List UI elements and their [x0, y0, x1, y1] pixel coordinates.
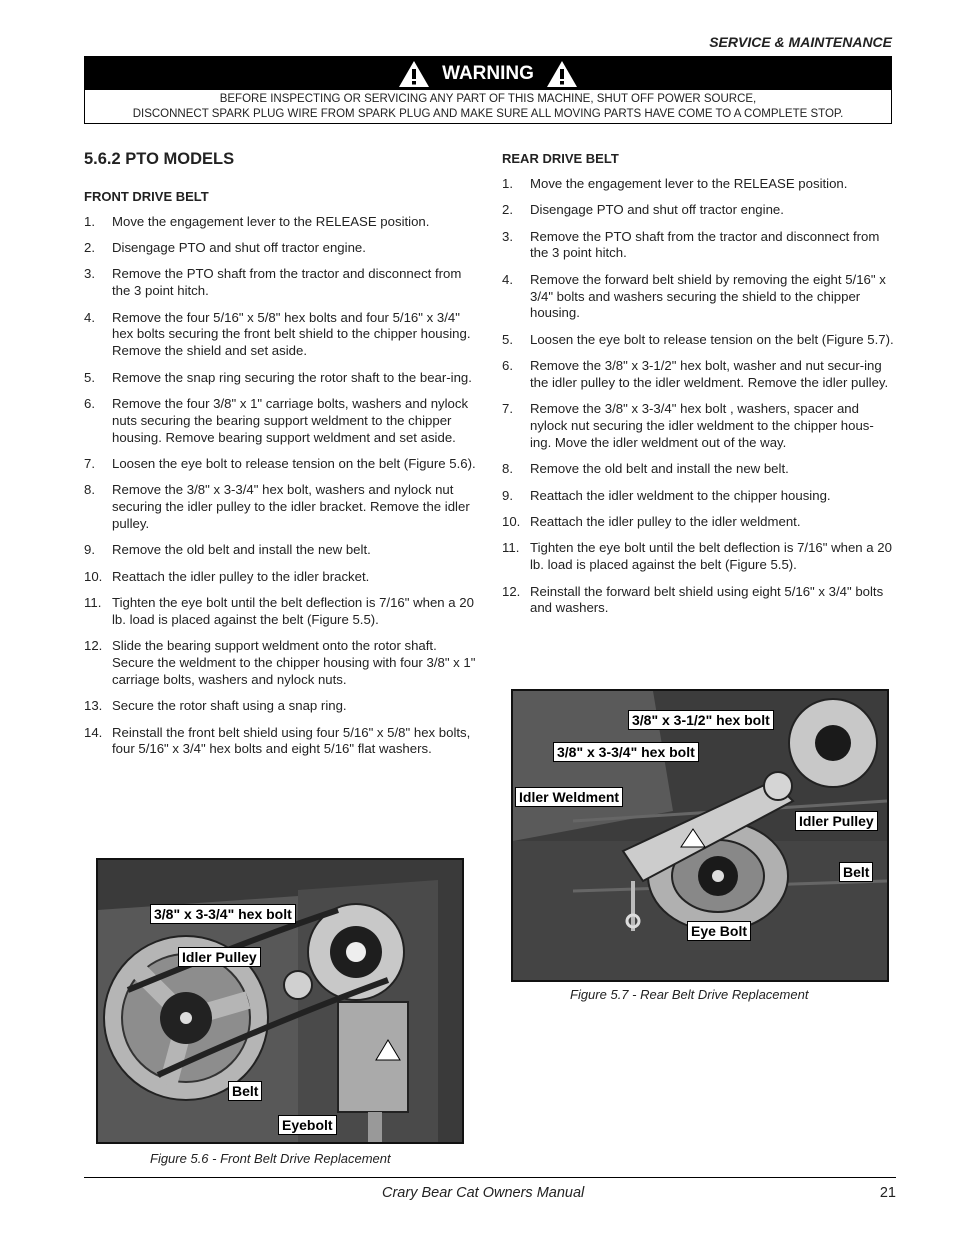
section-title: 5.6.2 PTO MODELS — [84, 150, 235, 168]
callout-eyebolt: Eyebolt — [278, 1115, 337, 1135]
step-number: 5. — [502, 331, 513, 347]
callout-hex-bolt-3-3-4: 3/8" x 3-3/4" hex bolt — [553, 742, 699, 762]
step-text: Remove the 3/8" x 3-3/4" hex bolt, washers and nylock nut securing the idler pulley to the idler bracket. Remove the idler pulley. — [112, 482, 470, 531]
figure-5-6-caption: Figure 5.6 - Front Belt Drive Replacement — [150, 1151, 391, 1166]
callout-idler-pulley: Idler Pulley — [795, 811, 878, 831]
step-number: 13. — [84, 698, 103, 714]
step-number: 10. — [84, 568, 103, 584]
step-number: 3. — [84, 266, 95, 282]
step-item — [84, 482, 476, 532]
step-number: 12. — [84, 638, 103, 654]
warning-text — [85, 90, 891, 122]
step-text: Reinstall the forward belt shield using eight 5/16" x 3/4" bolts and washers. — [530, 583, 884, 616]
step-number: 7. — [502, 401, 513, 417]
step-text: Secure the rotor shaft using a snap ring. — [112, 698, 347, 714]
step-text: Remove the old belt and install the new belt. — [112, 542, 371, 558]
step-number: 1. — [502, 175, 513, 191]
step-item — [84, 456, 476, 473]
step-text: Disengage PTO and shut off tractor engine. — [112, 239, 366, 255]
step-item — [84, 725, 476, 759]
step-text: Remove the four 5/16" x 5/8" hex bolts and four 5/16" x 3/4" hex bolts securing the front belt shield to the chipper housing. Remove the shield and set aside. — [112, 309, 471, 359]
step-text: Reattach the idler pulley to the idler bracket. — [112, 568, 370, 584]
step-number: 4. — [502, 271, 513, 287]
step-text: Disengage PTO and shut off tractor engine. — [530, 202, 784, 218]
page-number: 21 — [879, 1185, 896, 1201]
warning-triangle-icon — [546, 60, 578, 88]
step-item — [502, 202, 894, 219]
step-item — [502, 272, 894, 322]
callout-idler-pulley: Idler Pulley — [178, 947, 261, 967]
step-number: 4. — [84, 309, 95, 325]
step-text: Remove the PTO shaft from the tractor and disconnect from the 3 point hitch. — [112, 266, 462, 299]
step-number: 2. — [84, 239, 95, 255]
step-text: Loosen the eye bolt to release tension on the belt (Figure 5.6). — [112, 455, 476, 471]
warning-bar — [85, 57, 891, 90]
step-item — [84, 370, 476, 387]
left-column — [84, 151, 476, 768]
step-number: 11. — [84, 595, 102, 611]
step-item — [84, 310, 476, 360]
step-number: 14. — [84, 724, 103, 740]
step-text: Slide the bearing support weldment onto the rotor shaft. Secure the weldment to the chipper housing with four 3/8" x 1" carriage bolts, washers and nylock nuts. — [112, 638, 476, 687]
step-item — [502, 176, 894, 193]
step-number: 5. — [84, 369, 95, 385]
warning-line-2: DISCONNECT SPARK PLUG WIRE FROM SPARK PLUG AND MAKE SURE ALL MOVING PARTS HAVE COME TO A COMPLETE STOP. — [132, 108, 844, 120]
step-item — [84, 569, 476, 586]
rear-belt-steps — [502, 176, 894, 617]
step-text: Move the engagement lever to the RELEASE position. — [112, 213, 430, 229]
step-item — [502, 584, 894, 618]
front-drive-belt-heading: FRONT DRIVE BELT — [84, 188, 209, 204]
callout-eye-bolt: Eye Bolt — [687, 921, 751, 941]
step-item — [84, 266, 476, 300]
step-item — [84, 542, 476, 559]
step-item — [84, 214, 476, 231]
warning-label: WARNING — [442, 62, 534, 84]
step-text: Remove the forward belt shield by removing the eight 5/16" x 3/4" bolts and washers securing the shield to the chipper housing. — [530, 271, 886, 321]
step-number: 11. — [502, 540, 520, 556]
step-text: Tighten the eye bolt until the belt deflection is 7/16" when a 20 lb. load is placed against the belt (Figure 5.5). — [112, 595, 474, 627]
step-item — [502, 332, 894, 349]
warning-box — [84, 56, 892, 124]
front-belt-steps — [84, 214, 476, 759]
warning-line-1: BEFORE INSPECTING OR SERVICING ANY PART OF THIS MACHINE, SHUT OFF POWER SOURCE, — [219, 93, 757, 105]
footer-title: Crary Bear Cat Owners Manual — [382, 1185, 585, 1201]
step-number: 2. — [502, 202, 513, 218]
callout-belt: Belt — [228, 1081, 262, 1101]
warning-triangle-icon — [398, 60, 430, 88]
step-item — [84, 595, 476, 629]
step-text: Tighten the eye bolt until the belt deflection is 7/16" when a 20 lb. load is placed against the belt (Figure 5.5). — [530, 540, 892, 573]
step-text: Reattach the idler weldment to the chipper housing. — [530, 487, 831, 503]
right-column — [502, 151, 894, 627]
step-text: Remove the 3/8" x 3-1/2" hex bolt, washer and nut secur-ing the idler pulley to the idler weldment. Remove the idler pulley. — [530, 358, 889, 390]
step-number: 6. — [502, 358, 513, 374]
callout-belt: Belt — [839, 862, 873, 882]
step-text: Remove the PTO shaft from the tractor and disconnect from the 3 point hitch. — [530, 228, 880, 261]
figure-front-belt-drive — [96, 858, 464, 1144]
step-item — [502, 488, 894, 505]
step-number: 9. — [84, 542, 95, 558]
step-item — [502, 358, 894, 392]
step-item — [84, 638, 476, 688]
section-header: SERVICE & MAINTENANCE — [709, 34, 892, 50]
step-number: 10. — [502, 514, 521, 530]
step-number: 8. — [502, 461, 513, 477]
step-text: Remove the old belt and install the new belt. — [530, 461, 789, 477]
step-item — [502, 540, 894, 574]
step-item — [84, 240, 476, 257]
step-number: 3. — [502, 228, 513, 244]
callout-hex-bolt: 3/8" x 3-3/4" hex bolt — [150, 904, 296, 924]
step-text: Reattach the idler pulley to the idler weldment. — [530, 514, 801, 530]
step-item — [502, 401, 894, 451]
step-text: Move the engagement lever to the RELEASE position. — [530, 175, 848, 191]
step-text: Reinstall the front belt shield using four 5/16" x 5/8" hex bolts, four 5/16" x 3/4" hex bolts and eight 5/16" flat washers. — [112, 724, 471, 757]
callout-hex-bolt-3-1-2: 3/8" x 3-1/2" hex bolt — [628, 710, 774, 730]
rear-drive-belt-heading: REAR DRIVE BELT — [502, 151, 619, 166]
step-item — [502, 229, 894, 263]
step-text: Remove the four 3/8" x 1" carriage bolts, washers and nylock nuts securing the bearing support weldment to the chipper housing. Remove bearing support weldment and set aside. — [112, 395, 469, 445]
step-item — [84, 396, 476, 446]
step-item — [84, 698, 476, 715]
step-text: Remove the 3/8" x 3-3/4" hex bolt , washers, spacer and nylock nut securing the idler weldment to the chipper hous-ing. Move the idler weldment out of the way. — [530, 401, 874, 450]
figure-rear-belt-drive — [511, 689, 889, 982]
step-text: Remove the snap ring securing the rotor shaft to the bear-ing. — [112, 369, 472, 385]
step-number: 8. — [84, 482, 95, 498]
step-number: 1. — [84, 213, 95, 229]
step-item — [502, 461, 894, 478]
step-number: 9. — [502, 487, 513, 503]
step-number: 12. — [502, 583, 521, 599]
step-number: 7. — [84, 455, 95, 471]
footer-rule — [84, 1177, 896, 1178]
step-item — [502, 514, 894, 531]
figure-5-7-caption: Figure 5.7 - Rear Belt Drive Replacement — [570, 987, 809, 1002]
step-text: Loosen the eye bolt to release tension on the belt (Figure 5.7). — [530, 331, 894, 347]
callout-idler-weldment: Idler Weldment — [515, 787, 623, 807]
front-belt-drive-illustration — [98, 860, 462, 1142]
step-number: 6. — [84, 395, 95, 411]
